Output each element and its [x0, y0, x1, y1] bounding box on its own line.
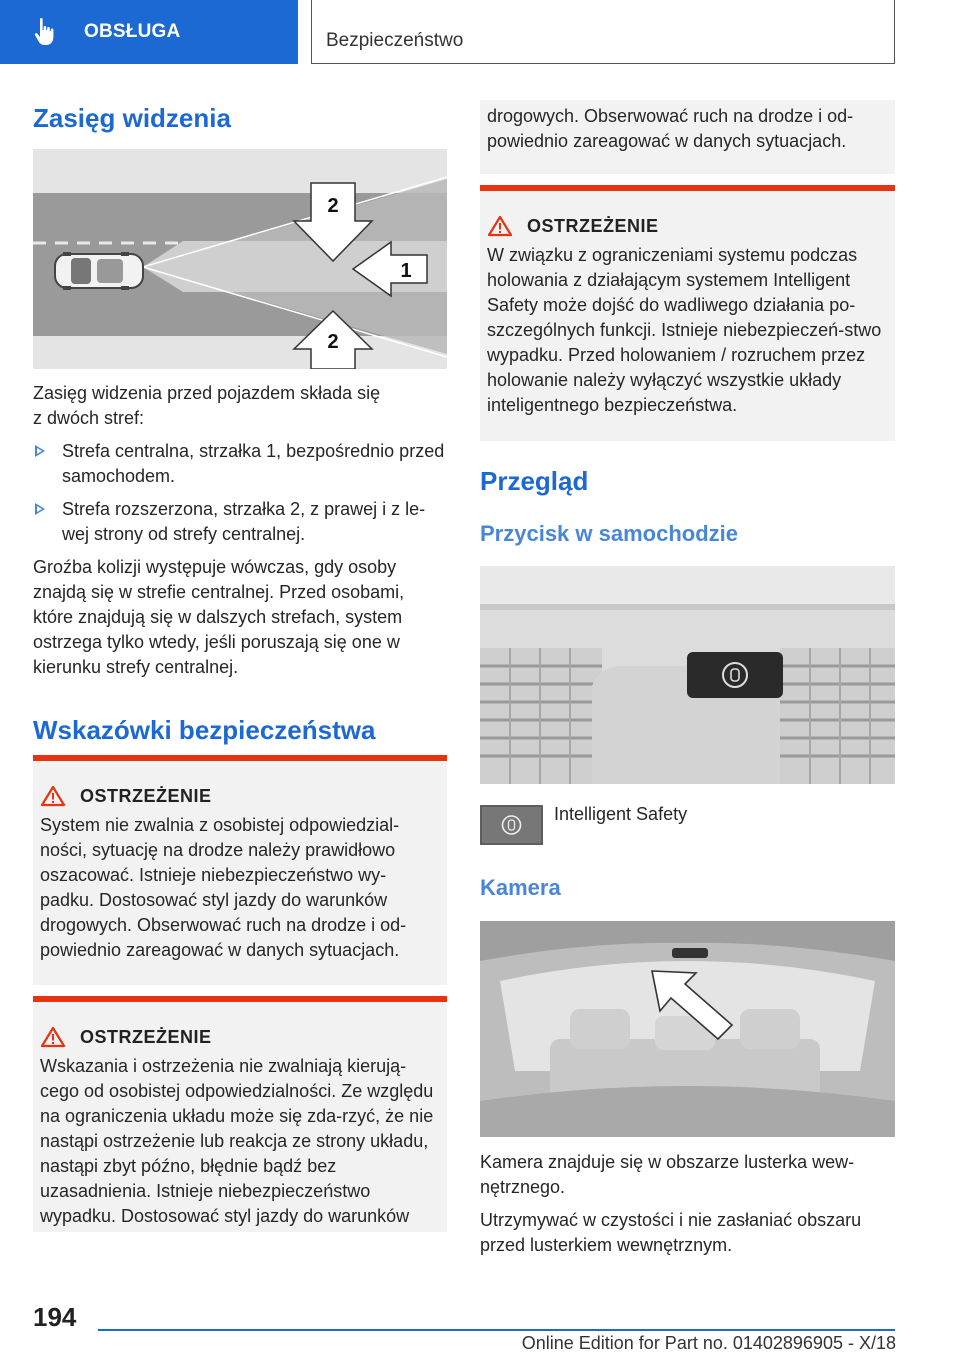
camera-paragraph-1: Kamera znajduje się w obszarze lusterka wew-nętrznego.: [480, 1152, 855, 1197]
warning-text: Wskazania i ostrzeżenia nie zwalniają kierują-cego od osobistej odpowiedzialności. Ze względu na ograniczenia układu może się zda-rzyć, że nie nastąpi ostrzeżenie lub reakcja ze strony układu, nastąpi zbyt późno, błędnie bądź bez uzasadnienia. Istnieje niebezpieczeństwo wypadku. Dostosować styl jazdy do warunków: [40, 1056, 434, 1226]
range-bullets: [33, 439, 447, 547]
warning-triangle-icon: [40, 785, 66, 807]
header-tab-label: OBSŁUGA: [84, 21, 181, 42]
label-1: 1: [400, 260, 412, 282]
left-column: [33, 0, 447, 1300]
page-number: 194: [33, 1302, 77, 1332]
footer-rule: [98, 1329, 895, 1331]
warning-text: W związku z ograniczeniami systemu podczas holowania z działającym systemem Intelligent Safety może dojść do wadliwego działania po-szczególnych funkcji. Istnieje niebezpieczeń-stwo wypadku. Przed holowaniem / rozruchem przez holowanie należy wyłączyć wszystkie układy inteligentnego bezpieczeństwa.: [487, 245, 882, 415]
warning-triangle-icon: [40, 1026, 66, 1048]
section-title-overview: Przegląd: [480, 466, 589, 496]
camera-text: [480, 1150, 895, 1258]
dashboard-button-photo: [480, 566, 895, 784]
subtitle-camera: Kamera: [480, 875, 561, 900]
subtitle-button: Przycisk w samochodzie: [480, 521, 738, 546]
label-2-bottom: 2: [327, 331, 339, 353]
bullet-triangle-icon: [35, 445, 45, 457]
warning-triangle-icon: [487, 215, 513, 237]
list-item: Strefa centralna, strzałka 1, bezpośrednio przed samochodem.: [33, 439, 447, 489]
warning-continued-box: [480, 100, 895, 174]
section-title-safety: Wskazówki bezpieczeństwa: [33, 715, 376, 745]
warning-box-2: [33, 996, 447, 1232]
list-item: Strefa rozszerzona, strzałka 2, z prawej i z le-wej strony od strefy centralnej.: [33, 497, 447, 547]
warning-box-3: [480, 185, 895, 441]
warning-text: System nie zwalnia z osobistej odpowiedzial-ności, sytuację na drodze należy prawidłowo oszacować. Istnieje niebezpieczeństwo wy-padku. Dostosować styl jazdy do warunków drogowych. Obserwować ruch na drodze i od-powiednio zareagować w danych sytuacjach.: [40, 815, 407, 960]
section-title-range: Zasięg widzenia: [33, 103, 231, 133]
intelligent-safety-button[interactable]: [687, 652, 783, 698]
camera-photo: [480, 921, 895, 1137]
warning-heading: OSTRZEŻENIE: [80, 1026, 212, 1047]
right-column: [480, 0, 895, 1300]
bullet-triangle-icon: [35, 503, 45, 515]
button-legend: [480, 805, 895, 845]
warning-heading: OSTRZEŻENIE: [527, 215, 659, 236]
button-legend-label: Intelligent Safety: [554, 804, 688, 824]
label-2-top: 2: [327, 195, 339, 217]
warning-heading: OSTRZEŻENIE: [80, 785, 212, 806]
collision-paragraph: Groźba kolizji występuje wówczas, gdy osoby znajdą się w strefie centralnej. Przed osobami, które znajdują się w dalszych strefach, system ostrzega tylko wtedy, jeśli poruszają się one w kierunku strefy centralnej.: [33, 557, 405, 677]
car-icon: [55, 252, 143, 290]
range-text: [33, 381, 447, 680]
intelligent-safety-button-icon: [480, 805, 543, 845]
warning-continued-text: drogowych. Obserwować ruch na drodze i od-powiednio zareagować w danych sytuacjach.: [487, 106, 854, 151]
range-intro: Zasięg widzenia przed pojazdem składa się z dwóch stref:: [33, 383, 381, 428]
warning-box-1: [33, 755, 447, 985]
range-diagram: [33, 149, 447, 369]
camera-paragraph-2: Utrzymywać w czystości i nie zasłaniać obszaru przed lusterkiem wewnętrznym.: [480, 1210, 862, 1255]
header-section-title: Bezpieczeństwo: [326, 30, 464, 51]
camera-unit: [672, 948, 708, 958]
range-diagram-svg: [33, 149, 447, 369]
footer-edition[interactable]: Online Edition for Part no. 01402896905 - X/18: [521, 1333, 896, 1353]
